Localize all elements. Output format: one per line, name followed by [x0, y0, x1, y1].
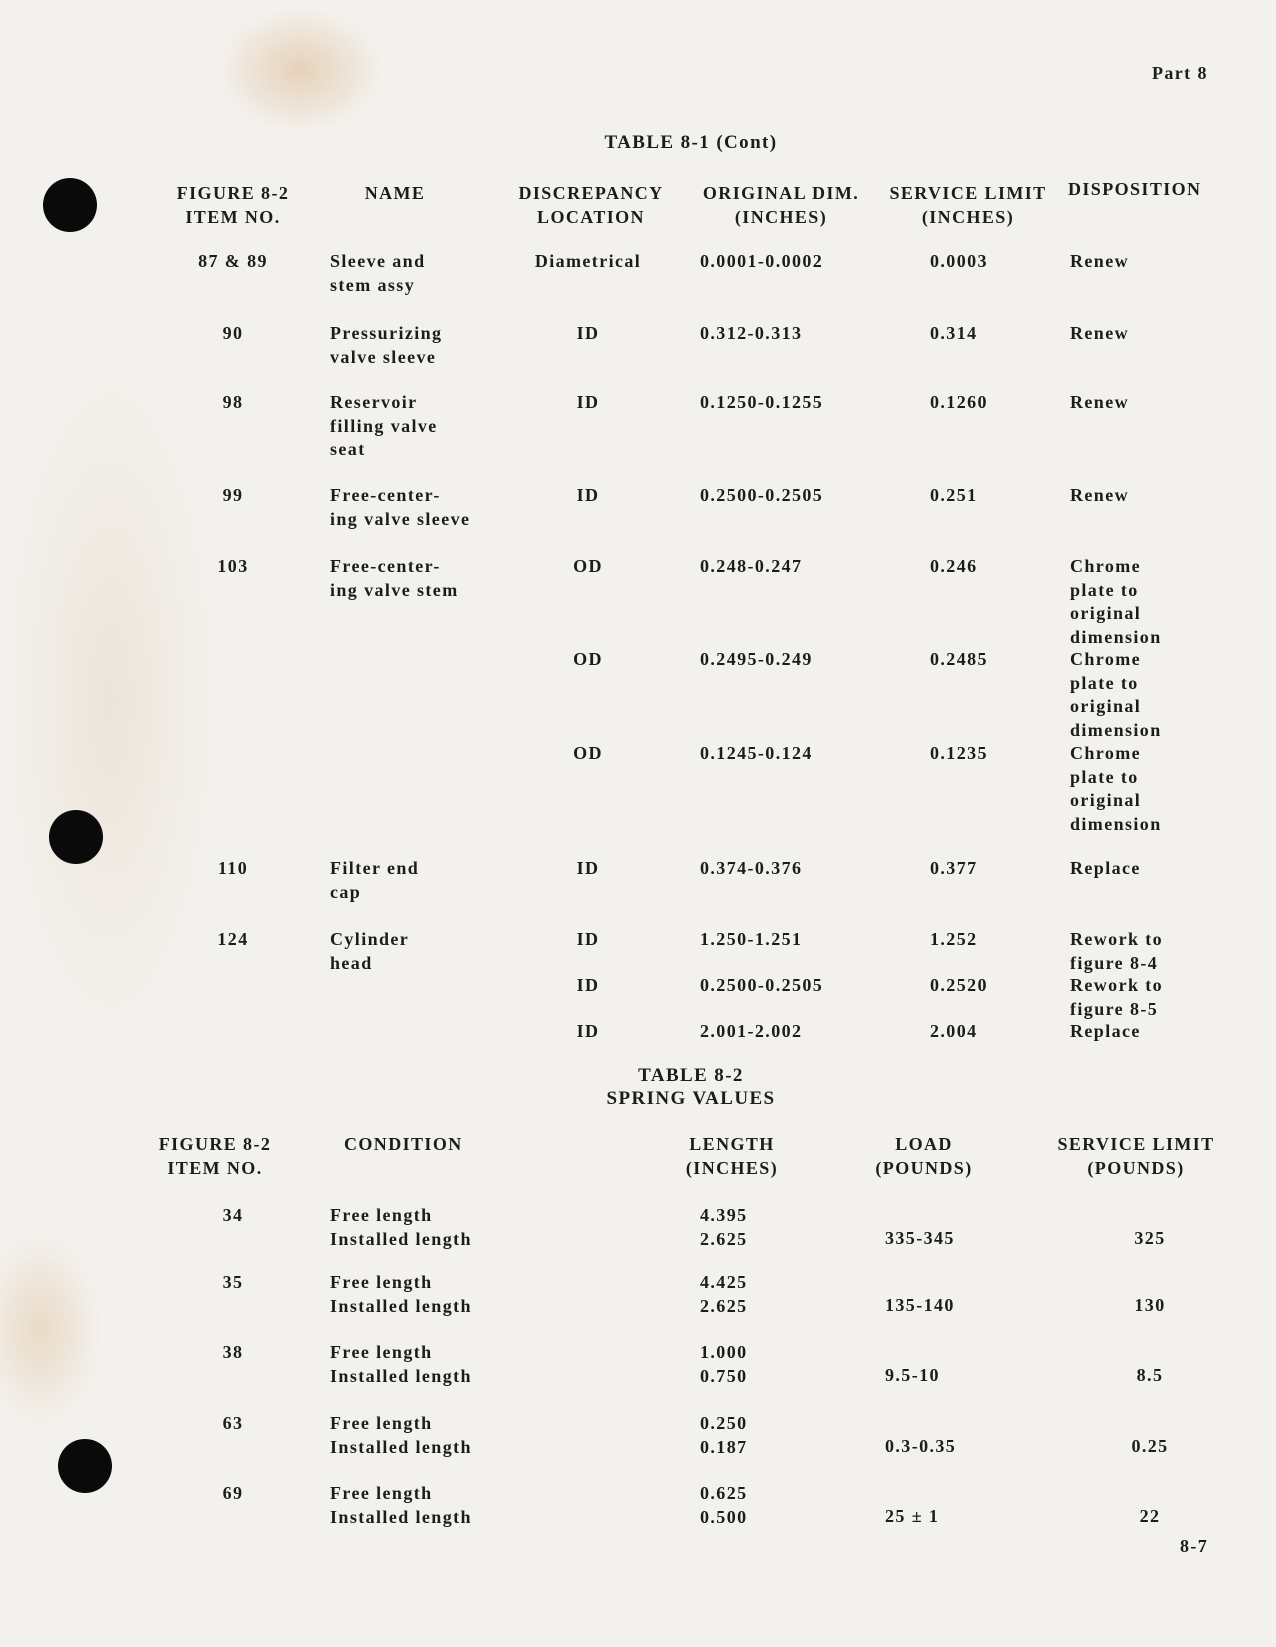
table2-title: TABLE 8-2	[638, 1065, 744, 1086]
table1-item-no: 90	[222, 323, 244, 343]
table1-name: Free-center- ing valve stem	[330, 556, 459, 600]
table2-item-no: 69	[222, 1483, 244, 1503]
table1-original-dim: 0.2500-0.2505	[700, 485, 824, 505]
table1-original-dim: 0.1245-0.124	[700, 743, 813, 763]
table1-title: TABLE 8-1 (Cont)	[604, 132, 778, 153]
table2-condition: Free length Installed length	[330, 1342, 472, 1386]
page-number: 8-7	[1180, 1536, 1209, 1556]
table2-service-limit: 0.25	[1131, 1436, 1169, 1456]
table1-location: OD	[573, 649, 603, 669]
table1-original-dim: 0.2495-0.249	[700, 649, 813, 669]
table1-location: Diametrical	[534, 251, 642, 271]
table1-location: ID	[576, 323, 600, 343]
table1-service-limit: 0.2520	[930, 975, 988, 995]
table1-original-dim: 1.250-1.251	[700, 929, 803, 949]
table2-service-limit: 130	[1134, 1295, 1166, 1315]
table2-header: FIGURE 8-2 ITEM NO.	[158, 1134, 272, 1178]
table1-original-dim: 0.2500-0.2505	[700, 975, 824, 995]
table1-location: ID	[576, 1021, 600, 1041]
table2-length: 0.250 0.187	[700, 1413, 748, 1457]
table2-service-limit: 22	[1139, 1506, 1161, 1526]
table2-header: SERVICE LIMIT (POUNDS)	[1057, 1134, 1215, 1178]
table1-disposition: Renew	[1070, 485, 1129, 505]
table2-load: 335-345	[885, 1228, 955, 1248]
table1-disposition: Chrome plate to original dimension	[1070, 743, 1162, 834]
table1-header: DISCREPANCY LOCATION	[518, 183, 664, 227]
table1-header: NAME	[364, 183, 426, 203]
table2-subtitle: SPRING VALUES	[606, 1088, 776, 1109]
table1-item-no: 87 & 89	[198, 251, 268, 271]
table1-disposition: Replace	[1070, 1021, 1141, 1041]
punch-hole	[43, 178, 97, 232]
table1-disposition: Replace	[1070, 858, 1141, 878]
table1-name: Pressurizing valve sleeve	[330, 323, 443, 367]
table1-disposition: Renew	[1070, 392, 1129, 412]
table2-condition: Free length Installed length	[330, 1483, 472, 1527]
table2-load: 25 ± 1	[885, 1506, 940, 1526]
punch-hole	[49, 810, 103, 864]
table2-length: 0.625 0.500	[700, 1483, 748, 1527]
table2-condition: Free length Installed length	[330, 1272, 472, 1316]
table1-header: ORIGINAL DIM. (INCHES)	[702, 183, 860, 227]
table1-service-limit: 0.1260	[930, 392, 988, 412]
table1-disposition: Renew	[1070, 251, 1129, 271]
table1-service-limit: 0.314	[930, 323, 978, 343]
table1-service-limit: 1.252	[930, 929, 978, 949]
table2-condition: Free length Installed length	[330, 1413, 472, 1457]
table2-item-no: 34	[222, 1205, 244, 1225]
table1-location: ID	[576, 858, 600, 878]
table1-disposition: Rework to figure 8-5	[1070, 975, 1164, 1019]
table1-original-dim: 0.248-0.247	[700, 556, 803, 576]
table1-header: SERVICE LIMIT (INCHES)	[889, 183, 1047, 227]
table2-length: 1.000 0.750	[700, 1342, 748, 1386]
table1-service-limit: 0.377	[930, 858, 978, 878]
table1-item-no: 103	[217, 556, 249, 576]
table1-location: OD	[573, 743, 603, 763]
table2-load: 9.5-10	[885, 1365, 940, 1385]
table1-service-limit: 0.1235	[930, 743, 988, 763]
table2-service-limit: 325	[1134, 1228, 1166, 1248]
table2-item-no: 63	[222, 1413, 244, 1433]
table2-condition: Free length Installed length	[330, 1205, 472, 1249]
table1-original-dim: 0.374-0.376	[700, 858, 803, 878]
table2-item-no: 35	[222, 1272, 244, 1292]
table1-header: DISPOSITION	[1068, 179, 1202, 199]
table1-disposition: Rework to figure 8-4	[1070, 929, 1164, 973]
table2-header: LOAD (POUNDS)	[875, 1134, 973, 1178]
table2-header: LENGTH (INCHES)	[685, 1134, 779, 1178]
table1-item-no: 99	[222, 485, 244, 505]
table1-item-no: 110	[217, 858, 249, 878]
table1-original-dim: 0.312-0.313	[700, 323, 803, 343]
punch-hole	[58, 1439, 112, 1493]
table1-item-no: 124	[217, 929, 249, 949]
table2-item-no: 38	[222, 1342, 244, 1362]
table1-original-dim: 0.0001-0.0002	[700, 251, 824, 271]
page-header: Part 8	[1152, 63, 1208, 83]
table2-header: CONDITION	[344, 1134, 463, 1154]
table1-service-limit: 2.004	[930, 1021, 978, 1041]
table1-item-no: 98	[222, 392, 244, 412]
table1-service-limit: 0.2485	[930, 649, 988, 669]
table1-disposition: Renew	[1070, 323, 1129, 343]
table1-service-limit: 0.0003	[930, 251, 988, 271]
table1-name: Free-center- ing valve sleeve	[330, 485, 471, 529]
table1-name: Reservoir filling valve seat	[330, 392, 438, 459]
table1-name: Filter end cap	[330, 858, 420, 902]
table1-location: ID	[576, 485, 600, 505]
table1-service-limit: 0.251	[930, 485, 978, 505]
table1-disposition: Chrome plate to original dimension	[1070, 556, 1162, 647]
table1-location: OD	[573, 556, 603, 576]
table2-service-limit: 8.5	[1136, 1365, 1164, 1385]
table2-load: 135-140	[885, 1295, 955, 1315]
table1-location: ID	[576, 975, 600, 995]
table1-location: ID	[576, 929, 600, 949]
table1-location: ID	[576, 392, 600, 412]
table2-length: 4.395 2.625	[700, 1205, 748, 1249]
table1-header: FIGURE 8-2 ITEM NO.	[176, 183, 290, 227]
table2-length: 4.425 2.625	[700, 1272, 748, 1316]
table2-load: 0.3-0.35	[885, 1436, 957, 1456]
table1-service-limit: 0.246	[930, 556, 978, 576]
table1-original-dim: 0.1250-0.1255	[700, 392, 824, 412]
table1-original-dim: 2.001-2.002	[700, 1021, 803, 1041]
table1-disposition: Chrome plate to original dimension	[1070, 649, 1162, 740]
table1-name: Sleeve and stem assy	[330, 251, 426, 295]
table1-name: Cylinder head	[330, 929, 410, 973]
